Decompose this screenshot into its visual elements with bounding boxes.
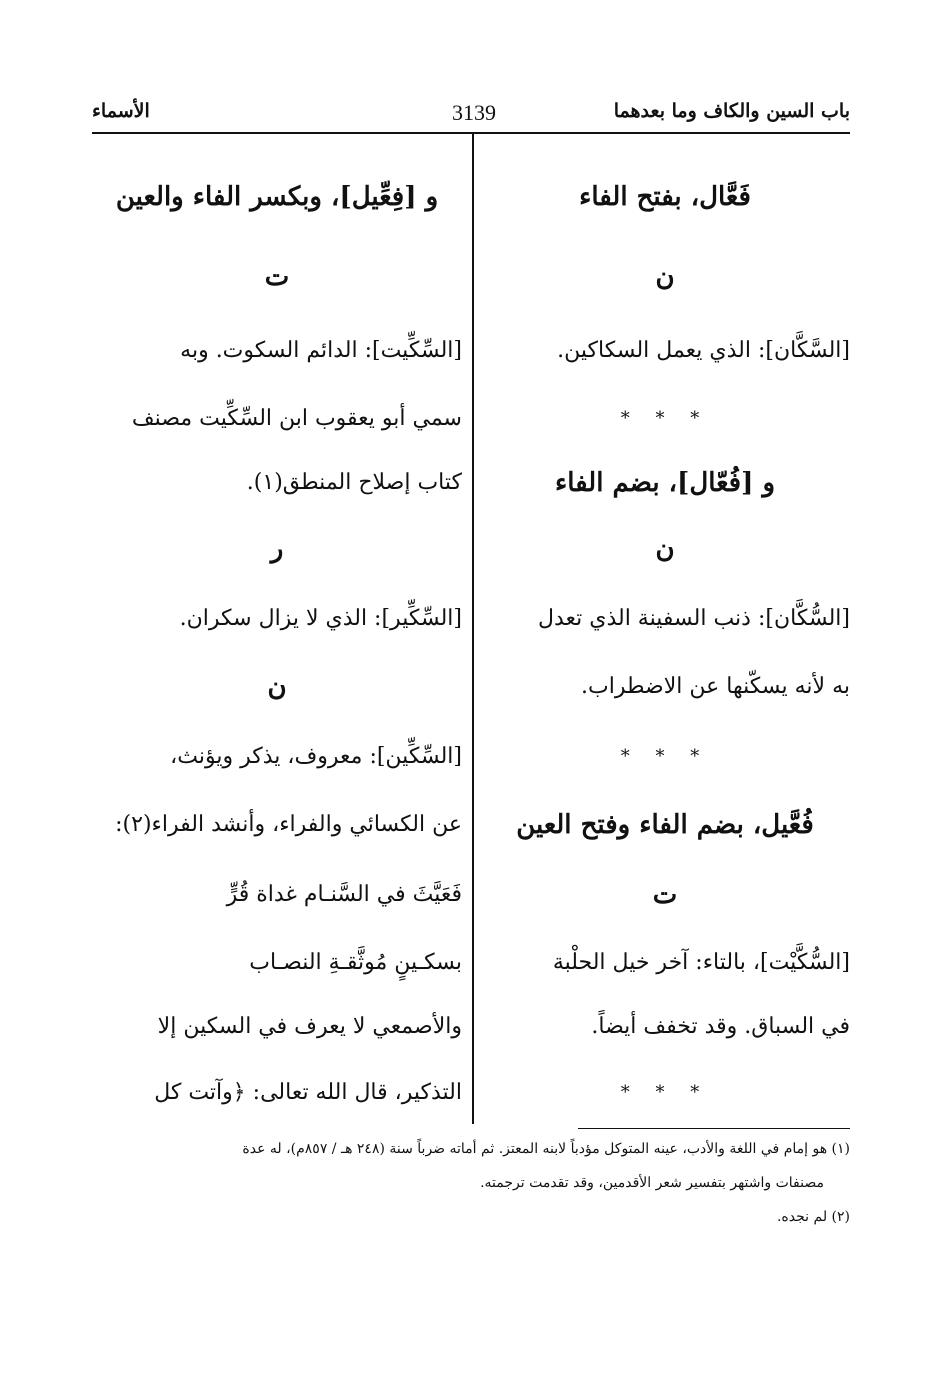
section-heading: و [فُعّال]، بضم الفاء bbox=[554, 468, 776, 498]
letter-heading: ن bbox=[655, 534, 675, 564]
letter-heading: ن bbox=[267, 672, 287, 702]
letter-heading: ت bbox=[264, 262, 290, 292]
header-rule bbox=[92, 132, 850, 134]
header-chapter-title: باب السين والكاف وما بعدهما bbox=[613, 100, 850, 122]
text-line: كتاب إصلاح المنطق(١). bbox=[246, 470, 462, 495]
header-section-title: الأسماء bbox=[92, 100, 150, 122]
footnote-line: مصنفات واشتهر بتفسير شعر الأقدمين، وقد تقدمت ترجمته. bbox=[480, 1175, 824, 1191]
text-line: [السُّكَّان]: ذنب السفينة الذي تعدل bbox=[537, 606, 850, 631]
section-heading: فَعَّال، بفتح الفاء bbox=[579, 182, 751, 212]
column-divider bbox=[472, 134, 474, 1124]
section-separator: * * * bbox=[620, 408, 710, 429]
page-number: 3139 bbox=[452, 100, 496, 125]
text-line: [السُّكَّيْت]، بالتاء: آخر خيل الحلْبة bbox=[552, 950, 850, 975]
footnote-line: (٢) لم نجده. bbox=[776, 1209, 850, 1225]
footnote-line: (١) هو إمام في اللغة والأدب، عينه المتوكل مؤدباً لابنه المعتز. ثم أماته ضرباً سنة (٢٤٨ هـ / ٨٥٧م)، له عدة bbox=[242, 1141, 850, 1157]
section-heading: و [فِعِّيل]، وبكسر الفاء والعين bbox=[115, 182, 439, 212]
text-line: عن الكسائي والفراء، وأنشد الفراء(٢): bbox=[115, 812, 462, 837]
letter-heading: ن bbox=[655, 262, 675, 292]
text-line: والأصمعي لا يعرف في السكين إلا bbox=[157, 1014, 462, 1039]
text-line: في السباق. وقد تخفف أيضاً. bbox=[591, 1014, 850, 1039]
text-line: [السَّكَّان]: الذي يعمل السكاكين. bbox=[557, 338, 850, 363]
text-line: بسكـينٍ مُوثَّقـةِ النصـاب bbox=[249, 950, 462, 975]
text-line: [السِّكِّيت]: الدائم السكوت. وبه bbox=[180, 338, 462, 363]
section-heading: فُعَّيل، بضم الفاء وفتح العين bbox=[516, 810, 814, 840]
section-separator: * * * bbox=[620, 746, 710, 767]
letter-heading: ر bbox=[270, 534, 284, 564]
letter-heading: ت bbox=[652, 880, 678, 910]
text-line: سمي أبو يعقوب ابن السِّكِّيت مصنف bbox=[131, 406, 462, 431]
section-separator: * * * bbox=[620, 1082, 710, 1103]
text-line: به لأنه يسكّنها عن الاضطراب. bbox=[581, 674, 850, 699]
page-header bbox=[92, 92, 850, 132]
text-line: فَعَيَّثَ في السَّنـام غداة قُرٍّ bbox=[226, 882, 462, 907]
text-line: [السِّكِّين]: معروف، يذكر ويؤنث، bbox=[170, 744, 462, 769]
footnote-rule bbox=[578, 1128, 850, 1129]
text-line: [السِّكِّير]: الذي لا يزال سكران. bbox=[179, 606, 462, 631]
text-line: التذكير، قال الله تعالى: ﴿وآتت كل bbox=[154, 1080, 462, 1105]
